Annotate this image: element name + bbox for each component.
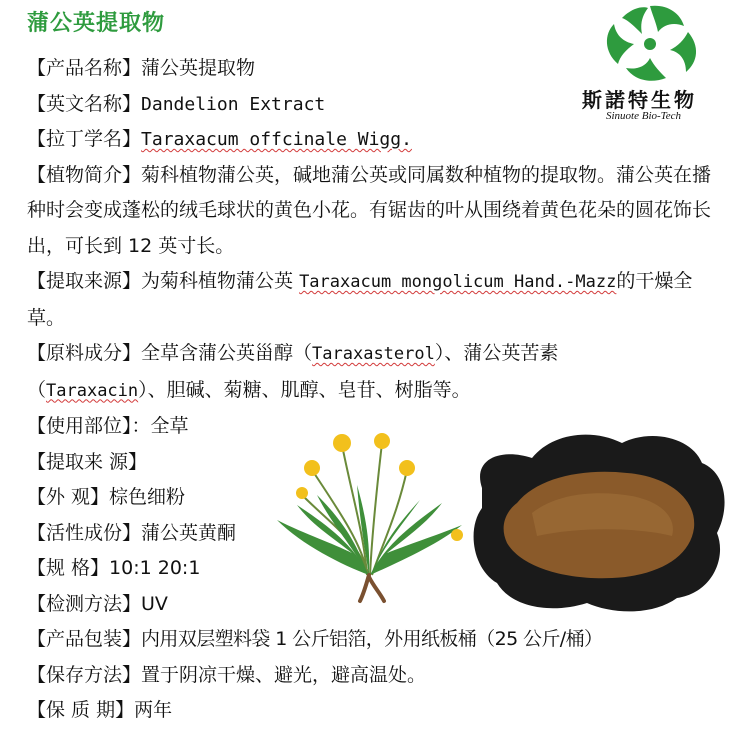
field-value-prefix: 为菊科植物蒲公英 xyxy=(141,270,300,292)
field-value: 两年 xyxy=(134,699,173,721)
field-value: 10:1 20:1 xyxy=(109,557,201,579)
field-value-suffix: 的干燥全草。 xyxy=(27,270,693,329)
field-shelf-life xyxy=(27,693,727,729)
field-source xyxy=(27,264,727,336)
field-value: Taraxacum offcinale Wigg. xyxy=(141,129,412,150)
field-value: UV xyxy=(141,592,168,615)
field-value-latin2: Taraxacin xyxy=(46,380,139,401)
field-label: 【外 观】 xyxy=(27,486,110,508)
field-value-latin1: Taraxasterol xyxy=(312,344,435,364)
field-latin-name xyxy=(27,122,727,158)
field-value: 棕色细粉 xyxy=(109,486,186,508)
field-value: 内用双层塑料袋 1 公斤铝箔，外用纸板桶（25 公斤/桶） xyxy=(141,628,603,650)
field-label: 【英文名称】 xyxy=(27,92,142,115)
field-label: 【使用部位】 xyxy=(27,415,132,437)
field-product-name xyxy=(27,51,727,87)
field-label: 【活性成份】 xyxy=(27,521,142,544)
dandelion-plant-image xyxy=(272,425,472,605)
field-value-part3: ）、胆碱、菊糖、肌醇、皂苷、树脂等。 xyxy=(138,378,471,401)
field-storage xyxy=(27,658,727,694)
field-value-part1: 全草含蒲公英甾醇（ xyxy=(141,342,313,364)
powder-dish-image xyxy=(462,418,732,618)
field-label: 【原料成分】 xyxy=(27,342,142,364)
field-label: 【保 质 期】 xyxy=(27,699,135,721)
field-plant-intro xyxy=(27,158,727,265)
field-value: ：全草 xyxy=(131,415,189,437)
logo-name-cn: 斯諾特生物 xyxy=(582,88,697,112)
field-value: 置于阴凉干燥、避光，避高温处。 xyxy=(141,663,427,686)
field-value: 蒲公英黄酮 xyxy=(141,521,237,544)
field-label: 【产品名称】 xyxy=(27,57,142,79)
field-ingredients xyxy=(27,336,687,409)
field-label: 【检测方法】 xyxy=(27,592,142,615)
field-value: Dandelion Extract xyxy=(141,93,326,115)
field-packaging xyxy=(27,622,727,658)
field-value-part2: ）、蒲公英苦素（ xyxy=(27,342,559,401)
field-label: 【提取来 源】 xyxy=(27,450,148,473)
field-value-latin: Taraxacum mongolicum Hand.-Mazz xyxy=(299,272,617,292)
field-value: 蒲公英提取物 xyxy=(141,57,256,79)
field-english-name xyxy=(27,87,727,123)
product-spec-sheet xyxy=(27,51,727,729)
field-label: 【保存方法】 xyxy=(27,663,142,686)
logo-name-en: Sinuote Bio-Tech xyxy=(606,110,682,122)
field-label: 【拉丁学名】 xyxy=(27,128,142,150)
field-label: 【提取来源】 xyxy=(27,270,142,292)
page-title: 蒲公英提取物 xyxy=(27,11,166,36)
field-label: 【产品包装】 xyxy=(27,628,142,650)
field-label: 【规 格】 xyxy=(27,557,110,579)
field-value: 菊科植物蒲公英，碱地蒲公英或同属数种植物的提取物。蒲公英在播种时会变成蓬松的绒毛球状的黄色小花。有锯齿的叶从围绕着黄色花朵的圆花饰长出，可长到 12 英寸长。 xyxy=(27,163,712,257)
field-label: 【植物简介】 xyxy=(27,163,142,186)
